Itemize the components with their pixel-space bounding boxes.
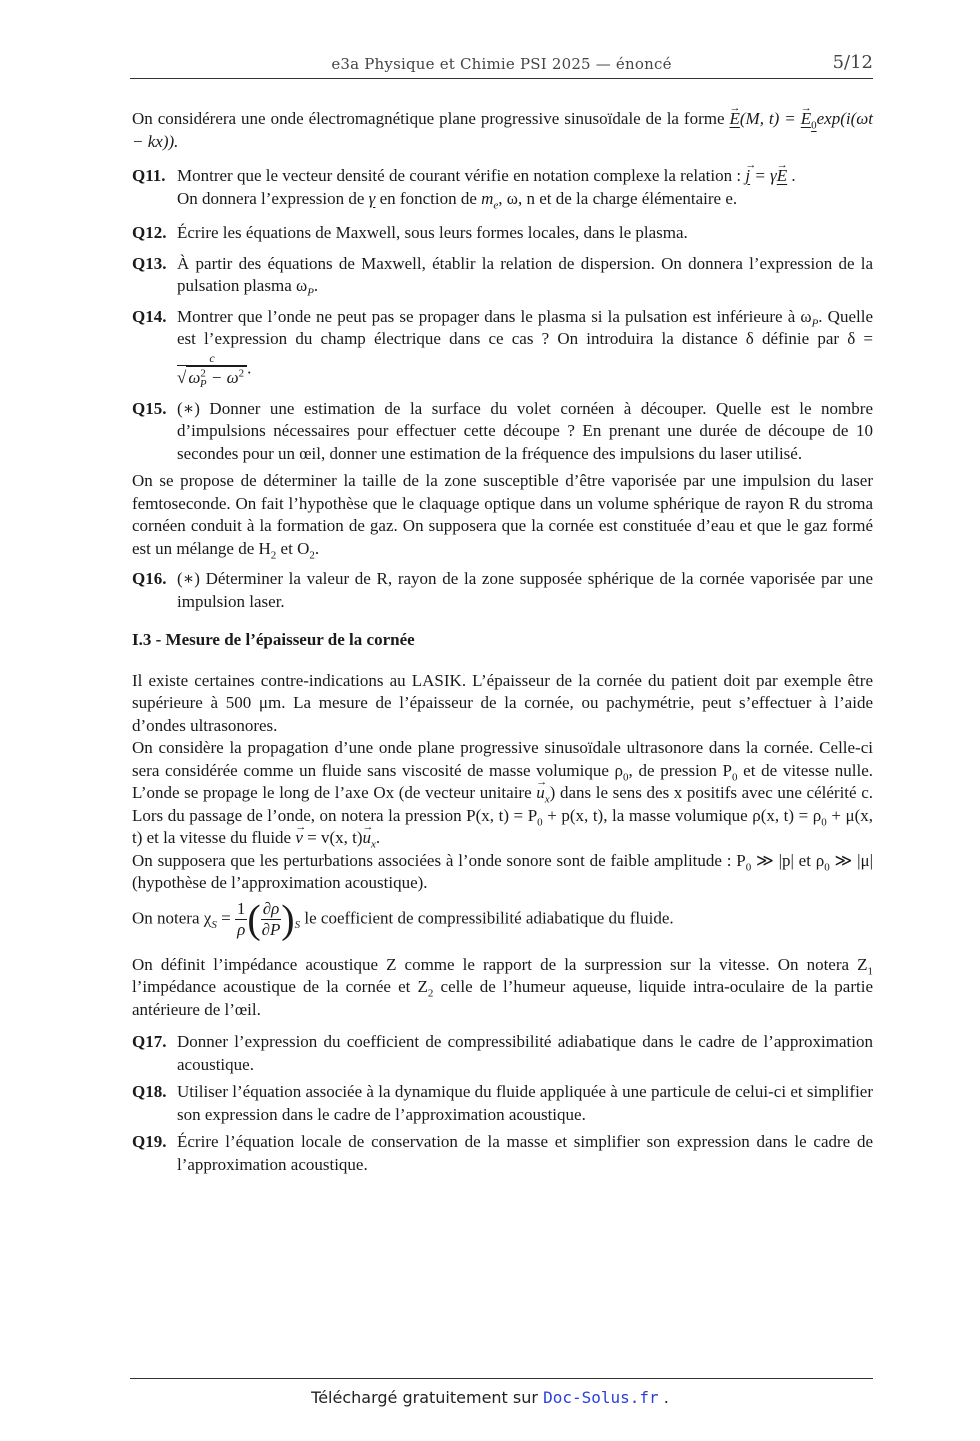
gamma-symbol: γ: [368, 188, 376, 208]
impedance-paragraph: On définit l’impédance acoustique Z comme le rapport de la surpression sur la vitesse. On notera $Z_1$ l’impédance acoustique de la cornée et $Z_2$ celle de l’humeur aqueuse, liquide intra-oculaire de la partie antérieure de l’œil.: [132, 954, 873, 1019]
delta-fraction: $\frac{c}{√ \omega^2_P - \omega^2}$: [177, 351, 247, 388]
propagation-paragraph: On considère la propagation d’une onde plane progressive sinusoïdale ultrasonore dans la cornée. Celle-ci sera considérée comme un fluide sans viscosité de masse volumique $\rho_0$, de pression $P_0$ et de vitesse nulle. L’onde se propage le long de l’axe Ox (de vecteur unitaire → $u_x$) dans le sens des x positifs avec une célérité c. Lors du passage de l’onde, on notera la pression P(x, $t) = P_0 + p(x$, t), la masse volumique ρ(x, $t) = \rho_0 + \mu(x$, t) et la vitesse du fluide → v = v(x, $t)\to u_x$.: [132, 737, 873, 850]
vector-j: → j: [745, 165, 750, 188]
question-q16: [132, 568, 873, 613]
question-number: Q13.: [132, 253, 167, 273]
velocity-vector: → v: [295, 827, 303, 850]
section-title: I.3 - Mesure de l’épaisseur de la cornée: [132, 630, 415, 649]
question-number: Q18.: [132, 1082, 167, 1101]
footer-divider: [130, 1378, 873, 1379]
question-q15: [132, 398, 873, 466]
intro-paragraph: On considérera une onde électromagnétique plane progressive sinusoïdale de la forme → E(M, t) = → $E_0\exp(i(\omega t - kx))$.: [132, 108, 873, 153]
question-q17: [132, 1031, 873, 1076]
question-q18: [132, 1081, 873, 1126]
question-q13: Q13. À partir des équations de Maxwell, établir la relation de dispersion. On donnera l’expression de la pulsation plasma $\omega_P$.: [132, 253, 873, 299]
header-title: e3a Physique et Chimie PSI 2025 — énoncé: [331, 55, 672, 73]
question-number: Q17.: [132, 1032, 167, 1051]
vector-e: → E: [777, 165, 787, 188]
question-q14: Q14. Montrer que l’onde ne peut pas se propager dans le plasma si la pulsation est inférieure à $\omega_P$. Quelle est l’expression du champ électrique dans ce cas ? On introduira la distance δ définie par δ = $\frac{c}{√ \omega^2_P - \omega^2}$ .: [132, 306, 873, 390]
page-header: [130, 52, 873, 79]
compressibility-definition: On notera $\chi_S$ = $\frac{1}{\rho}$ ( $\frac{\partial\rho}{\partial P}$ )$_S$ le coefficient de compressibilité adiabatique du fluide.: [132, 896, 674, 941]
vector-e0: → E: [801, 108, 811, 131]
question-number: Q15.: [132, 398, 167, 418]
question-number: Q16.: [132, 569, 167, 588]
question-text: Écrire les équations de Maxwell, sous leurs formes locales, dans le plasma.: [177, 223, 688, 242]
question-text: Écrire l’équation locale de conservation de la masse et simplifier son expression dans le cadre de l’approximation acoustique.: [177, 1132, 873, 1174]
question-number: Q14.: [132, 306, 167, 326]
page-number: 5/12: [832, 52, 873, 73]
question-q19: [132, 1131, 873, 1176]
question-q11: Q11. Montrer que le vecteur densité de courant vérifie en notation complexe la relation : → j = γ→ E . On donnera l’expression de γ en fonction de $m_e$, ω, n et de la charge élémentaire e.: [132, 165, 873, 210]
vector-e: → E: [730, 108, 740, 131]
lasik-paragraph: Il existe certaines contre-indications au LASIK. L’épaisseur de la cornée du patient doit par exemple être supérieure à 500 μm. La mesure de l’épaisseur de la cornée, ou pachymétrie, peut s’effectuer à l’aide d’ondes ultrasonores.: [132, 670, 873, 735]
unit-vector-ux: → u: [363, 827, 372, 850]
question-number: Q11.: [132, 166, 166, 185]
question-number: Q19.: [132, 1132, 167, 1151]
question-q12: [132, 222, 873, 245]
approximation-paragraph: On supposera que les perturbations associées à l’onde sonore sont de faible amplitude : $P_0$ ≫ |p| et $\rho_0$ ≫ |μ| (hypothèse de l’approximation acoustique).: [132, 850, 874, 892]
doc-solus-link[interactable]: Doc-Solus.fr: [543, 1388, 659, 1407]
question-text: Utiliser l’équation associée à la dynamique du fluide appliquée à une particule de celui-ci et simplifier son expression dans le cadre de l’approximation acoustique.: [177, 1082, 873, 1124]
page-footer: Téléchargé gratuitement sur Doc-Solus.fr .: [311, 1388, 669, 1407]
gas-paragraph: On se propose de déterminer la taille de la zone susceptible d’être vaporisée par une impulsion du laser femtoseconde. On fait l’hypothèse que le claquage optique dans un volume sphérique de rayon R du stroma cornéen conduit à la formation de gaz. On supposera que la cornée est constituée d’eau et que le gaz formé est un mélange de $H_2$ et $O_2$.: [132, 471, 873, 561]
question-text: (∗) Déterminer la valeur de R, rayon de la zone supposée sphérique de la cornée vaporisée par une impulsion laser.: [177, 569, 873, 611]
unit-vector-ux: → u: [536, 782, 545, 805]
question-number: Q12.: [132, 223, 167, 242]
question-text: Donner l’expression du coefficient de compressibilité adiabatique dans le cadre de l’approximation acoustique.: [177, 1032, 873, 1074]
page-content: [132, 108, 873, 1176]
question-text: (∗) Donner une estimation de la surface du volet cornéen à découper. Quelle est le nombre d’impulsions nécessaires pour effectuer cette découpe ? En prenant une durée de découpe de 10 secondes pour un œil, donner une estimation de la fréquence des impulsions du laser utilisé.: [177, 398, 873, 463]
